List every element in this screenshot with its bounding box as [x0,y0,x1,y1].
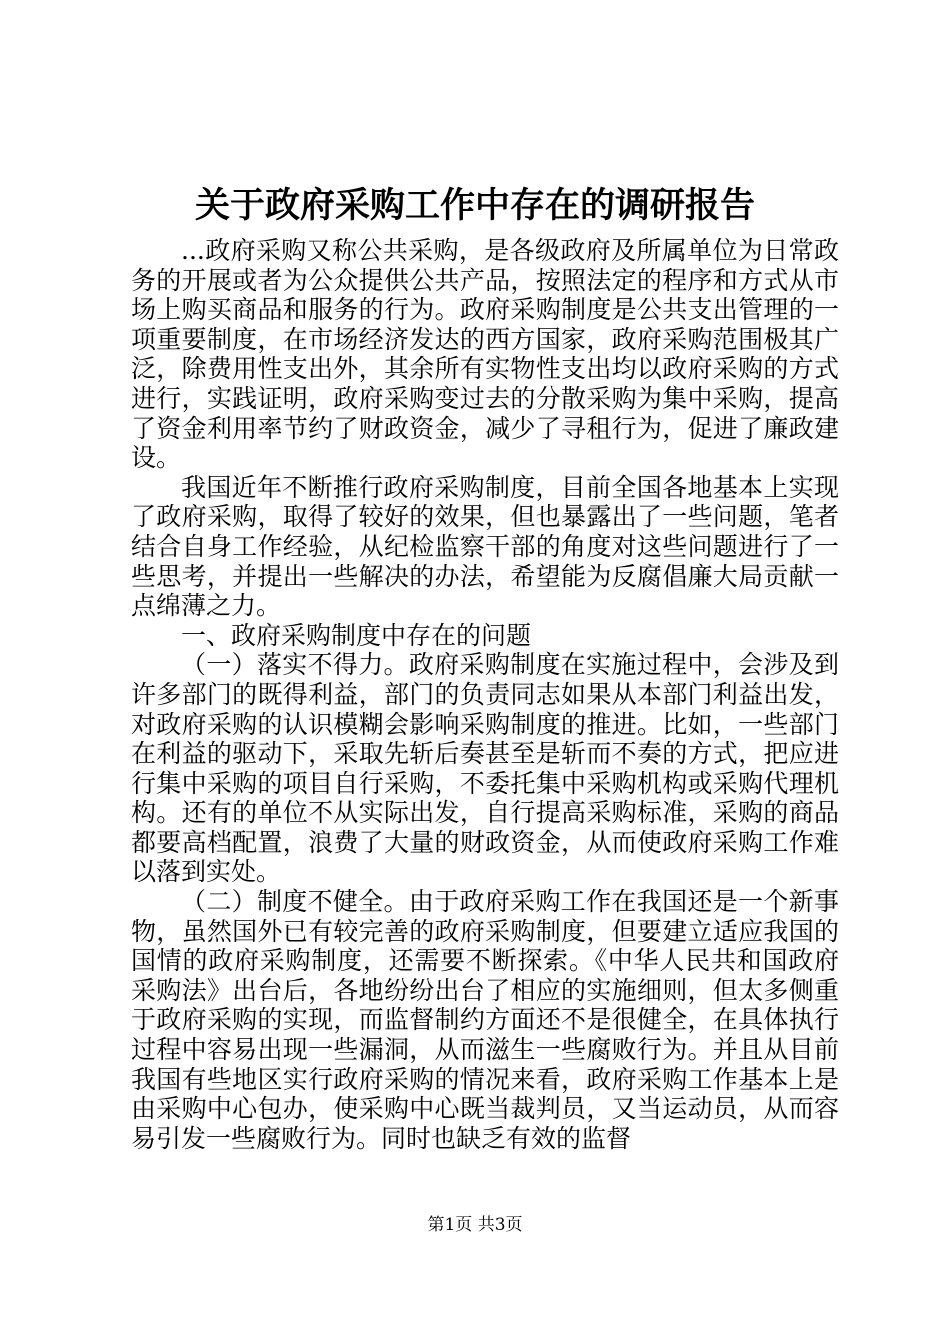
paragraph-intro: ...政府采购又称公共采购，是各级政府及所属单位为日常政务的开展或者为公众提供公共产品，按照法定的程序和方式从市场上购买商品和服务的行为。政府采购制度是公共支出管理的一项重要制度，在市场经济发达的西方国家，政府采购范围极其广泛，除费用性支出外，其余所有实物性支出均以政府采购的方式进行，实践证明，政府采购变过去的分散采购为集中采购，提高了资金利用率节约了财政资金，减少了寻租行为，促进了廉政建设。 [131,236,839,473]
paragraph-problem-1: （一）落实不得力。政府采购制度在实施过程中，会涉及到许多部门的既得利益，部门的负责同志如果从本部门利益出发，对政府采购的认识模糊会影响采购制度的推进。比如，一些部门在利益的驱动下，采取先斩后奏甚至是斩而不奏的方式，把应进行集中采购的项目自行采购，不委托集中采购机构或采购代理机构。还有的单位不从实际出发，自行提高采购标准，采购的商品都要高档配置，浪费了大量的财政资金，从而使政府采购工作难以落到实处。 [131,650,839,887]
section-heading-problems: 一、政府采购制度中存在的问题 [181,620,532,650]
paragraph-background: 我国近年不断推行政府采购制度，目前全国各地基本上实现了政府采购，取得了较好的效果，但也暴露出了一些问题，笔者结合自身工作经验，从纪检监察干部的角度对这些问题进行了一些思考，并提出一些解决的办法，希望能为反腐倡廉大局贡献一点绵薄之力。 [131,472,839,621]
document-body [131,236,839,1153]
document-title: 关于政府采购工作中存在的调研报告 [194,185,755,226]
page-number-footer: 第1页 共3页 [427,1215,523,1235]
paragraph-problem-2: （二）制度不健全。由于政府采购工作在我国还是一个新事物，虽然国外已有较完善的政府采购制度，但要建立适应我国的国情的政府采购制度，还需要不断探索。《中华人民共和国政府采购法》出台后，各地纷纷出台了相应的实施细则，但太多侧重于政府采购的实现，而监督制约方面还不是很健全，在具体执行过程中容易出现一些漏洞，从而滋生一些腐败行为。并且从目前我国有些地区实行政府采购的情况来看，政府采购工作基本上是由采购中心包办，使采购中心既当裁判员，又当运动员，从而容易引发一些腐败行为。同时也缺乏有效的监督 [131,887,839,1153]
